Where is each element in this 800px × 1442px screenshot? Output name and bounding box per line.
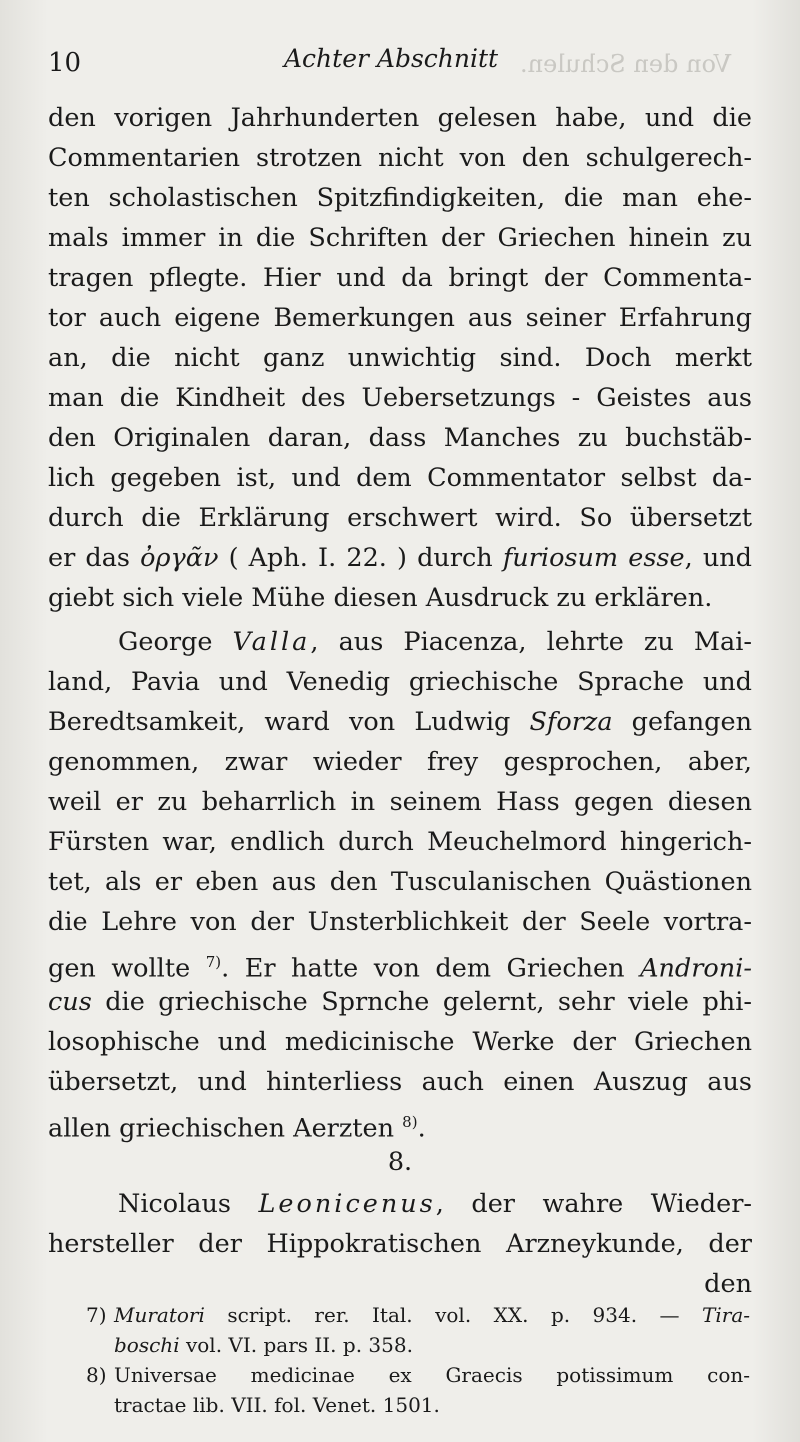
text-line [48,538,752,578]
latin-phrase: furiosum esse [502,543,685,573]
text-line: an, die nicht ganz unwichtig sind. Doch merkt [48,343,752,373]
page-header [0,40,800,84]
text-line: durch die Erklärung erschwert wird. So übersetzt [48,503,752,533]
text-line [48,1102,752,1142]
text-line [48,942,752,982]
greek-word: ὀργᾶν [140,543,219,573]
text-fragment: George [118,627,233,657]
footnote-line: Universae medicinae ex Graecis potissimum con- [114,1363,750,1387]
text-fragment: allen griechischen Aerzten [48,1113,403,1144]
person-name: Leonicenus [258,1189,436,1219]
text-fragment: er das [48,543,141,573]
text-fragment: Beredtsamkeit, ward von Ludwig [48,707,530,737]
person-name: Sforza [529,707,613,737]
footnote-line: tractae lib. VII. fol. Venet. 1501. [114,1393,440,1417]
text-fragment: vol. VI. pars II. p. 358. [179,1333,413,1357]
text-line: man die Kindheit des Uebersetzungs - Geistes aus [48,383,752,413]
text-line: giebt sich viele Mühe diesen Ausdruck zu erklären. [48,583,713,613]
running-head: Achter Abschnitt [284,44,499,73]
author-name: Muratori [114,1303,205,1327]
text-line: tet, als er eben aus den Tusculanischen Quästionen [48,867,752,897]
text-line [48,702,752,742]
text-fragment: . [417,1113,426,1144]
text-line: genommen, zwar wieder frey gesprochen, aber, [48,747,752,777]
text-line: losophische und medicinische Werke der Griechen [48,1027,752,1057]
text-fragment: script. rer. Ital. vol. XX. p. 934. — [204,1303,703,1327]
section-number: 8. [387,1147,413,1177]
text-line [48,982,752,1022]
text-fragment: , und [684,543,752,573]
footnote-mark: 8) [86,1363,107,1387]
text-fragment: gefangen [612,707,752,737]
text-line: den vorigen Jahrhunderten gelesen habe, und die [48,103,752,133]
text-fragment: gen wollte [48,953,206,984]
text-line: weil er zu beharrlich in seinem Hass gegen diesen [48,787,752,817]
person-name: cus [48,987,92,1017]
footnote-mark: 7) [86,1303,107,1327]
footnote-line [114,1330,750,1360]
text-line: mals immer in die Schriften der Griechen hinein zu [48,223,752,253]
text-line: den Originalen daran, dass Manches zu buchstäb- [48,423,752,453]
text-line: land, Pavia und Venedig griechische Sprache und [48,667,752,697]
catchword: den [704,1269,752,1299]
text-line: tragen pflegte. Hier und da bringt der Commenta- [48,263,752,293]
bleed-through-text: Von den Schulen. [520,50,732,78]
text-fragment: ( Aph. I. 22. ) durch [218,543,503,573]
text-fragment: die griechische Sprnche gelernt, sehr viele phi- [91,987,752,1017]
text-line: Fürsten war, endlich durch Meuchelmord hingerich- [48,827,752,857]
text-line: lich gegeben ist, und dem Commentator selbst da- [48,463,752,493]
person-name: Androni- [640,953,752,984]
text-line: ten scholastischen Spitzfindigkeiten, die man ehe- [48,183,752,213]
person-name: Valla [232,627,311,657]
paragraph-start [118,622,752,662]
author-name: boschi [114,1333,180,1357]
text-fragment: . Er hatte von dem Griechen [221,953,641,984]
text-line: hersteller der Hippokratischen Arzneykunde, der [48,1229,752,1259]
footnote-ref: 8) [402,1113,418,1131]
text-line: tor auch eigene Bemerkungen aus seiner Erfahrung [48,303,752,333]
text-fragment: , der wahre Wieder- [435,1189,752,1219]
text-line: Commentarien strotzen nicht von den schulgerech- [48,143,752,173]
text-fragment: , aus Piacenza, lehrte zu Mai- [310,627,752,657]
paragraph-start [118,1184,752,1224]
text-line: übersetzt, und hinterliess auch einen Auszug aus [48,1067,752,1097]
text-line: die Lehre von der Unsterblichkeit der Seele vortra- [48,907,752,937]
footnote-ref: 7) [205,953,222,971]
page-number: 10 [48,48,82,78]
text-fragment: Nicolaus [118,1189,259,1219]
footnote-line [114,1300,750,1330]
author-name: Tira- [702,1303,750,1327]
